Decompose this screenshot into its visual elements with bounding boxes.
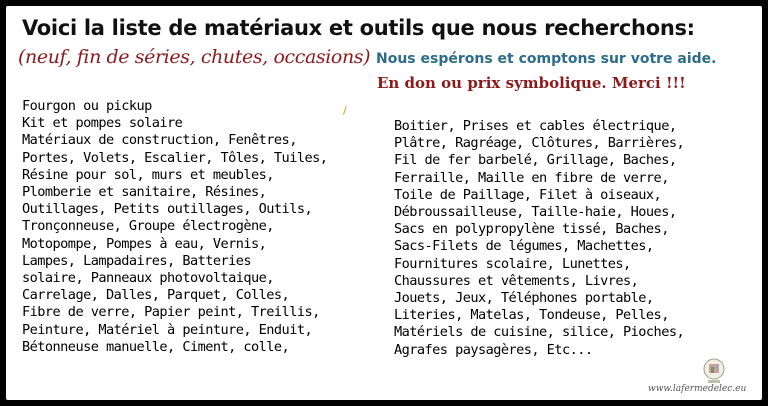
list-item: Portes, Volets, Escalier, Tôles, Tuiles,	[22, 149, 328, 166]
list-item: Résine pour sol, murs et meubles,	[22, 166, 274, 183]
list-item: Plâtre, Ragréage, Clôtures, Barrières,	[394, 135, 685, 152]
list-item: Fibre de verre, Papier peint, Treillis,	[22, 304, 320, 321]
list-item: Kit et pompes solaire	[22, 115, 183, 132]
right-item-list	[394, 118, 684, 359]
list-item: Toile de Paillage, Filet à oiseaux,	[394, 186, 662, 203]
list-item: Sacs en polypropylène tissé, Baches,	[394, 221, 669, 238]
notice-panel	[6, 6, 762, 400]
list-item: solaire, Panneaux photovoltaique,	[22, 270, 274, 287]
list-item: Ferraille, Maille en fibre de verre,	[394, 169, 669, 186]
list-item: Sacs-Filets de légumes, Machettes,	[394, 238, 654, 255]
donation-line: En don ou prix symbolique. Merci !!!	[377, 74, 686, 92]
page-title: Voici la liste de matériaux et outils que nous recherchons:	[22, 16, 695, 40]
list-item: Boitier, Prises et cables électrique,	[394, 118, 677, 134]
tick-mark: /	[343, 104, 347, 117]
condition-subtitle: (neuf, fin de séries, chutes, occasions)	[18, 46, 371, 68]
list-item: Motopompe, Pompes à eau, Vernis,	[22, 235, 267, 252]
list-item: Fil de fer barbelé, Grillage, Baches,	[394, 152, 677, 169]
left-item-list	[22, 98, 327, 356]
site-watermark: www.lafermedelec.eu	[648, 384, 747, 394]
list-item: Plomberie et sanitaire, Résines,	[22, 184, 267, 201]
list-item: Carrelage, Dalles, Parquet, Colles,	[22, 287, 290, 304]
list-item: Jouets, Jeux, Téléphones portable,	[394, 290, 654, 307]
list-item: Matériels de cuisine, silice, Pioches,	[394, 324, 685, 341]
list-item: Bétonneuse manuelle, Ciment, colle,	[22, 338, 290, 355]
list-item: Agrafes paysagères, Etc...	[394, 341, 593, 358]
farm-logo-icon	[702, 357, 726, 387]
list-item: Outillages, Petits outillages, Outils,	[22, 201, 313, 218]
hope-line: Nous espérons et comptons sur votre aide.	[376, 51, 717, 67]
list-item: Fourgon ou pickup	[22, 98, 152, 114]
list-item: Fournitures scolaire, Lunettes,	[394, 255, 631, 272]
list-item: Débroussailleuse, Taille-haie, Houes,	[394, 204, 677, 221]
list-item: Matériaux de construction, Fenêtres,	[22, 132, 297, 149]
list-item: Peinture, Matériel à peinture, Enduit,	[22, 321, 313, 338]
list-item: Chaussures et vêtements, Livres,	[394, 272, 639, 289]
list-item: Tronçonneuse, Groupe électrogène,	[22, 218, 274, 235]
list-item: Lampes, Lampadaires, Batteries	[22, 252, 252, 269]
list-item: Literies, Matelas, Tondeuse, Pelles,	[394, 307, 669, 324]
